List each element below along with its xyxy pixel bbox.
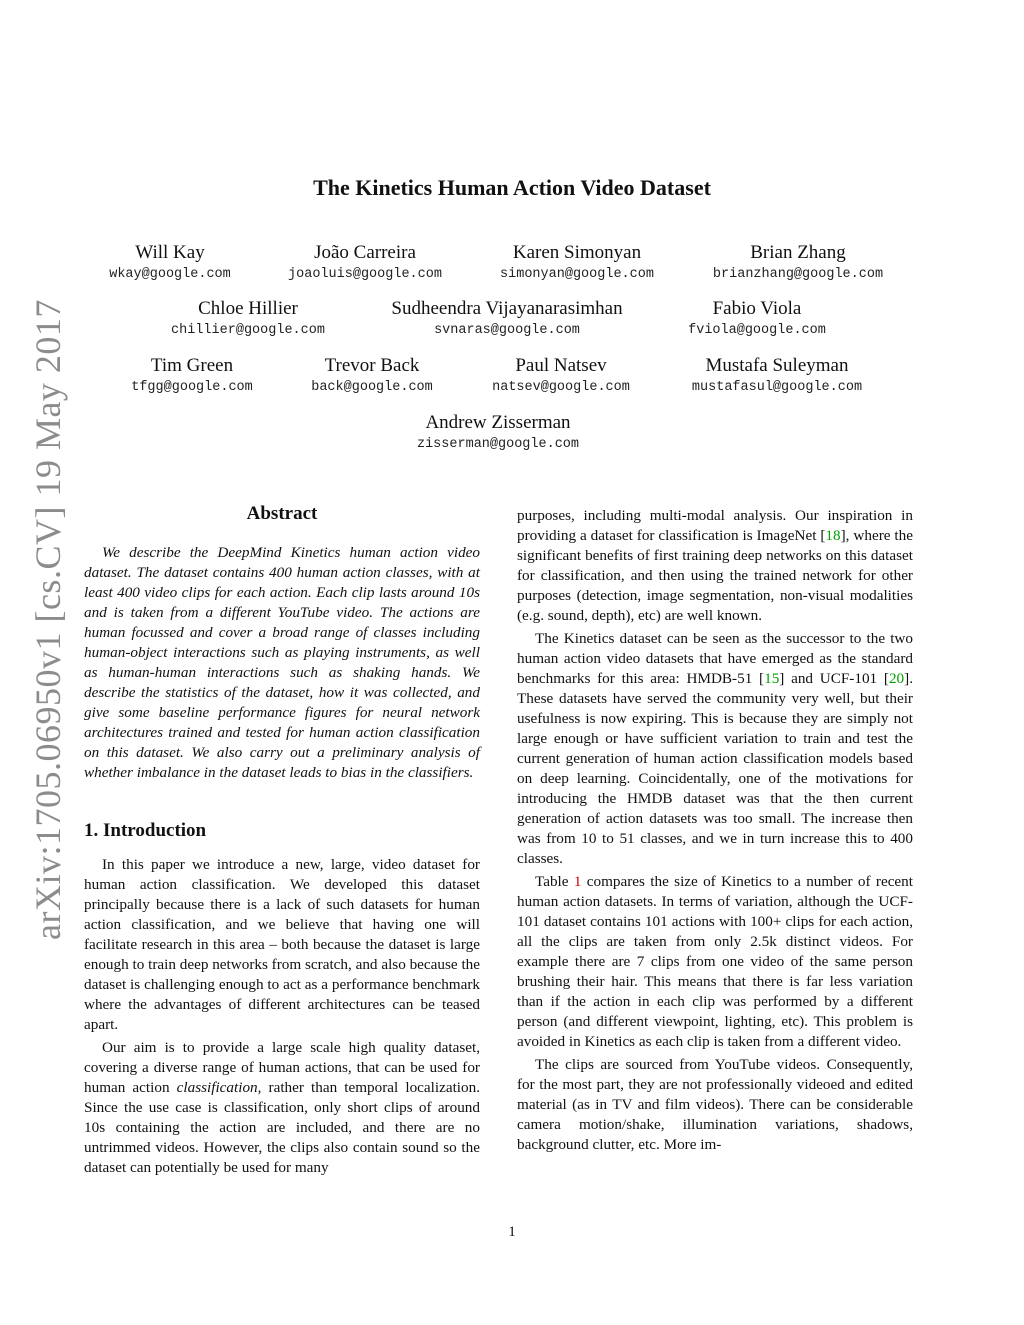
citation-link[interactable]: 18 (825, 527, 841, 544)
paper-title: The Kinetics Human Action Video Dataset (313, 175, 711, 200)
citation-link[interactable]: 20 (888, 670, 905, 687)
author-name: Tim Green (150, 355, 234, 376)
right-paragraph-4: The clips are sourced from YouTube videos. Consequently, for the most part, they are not professionally videoed and edited material (as in TV and film videos). There can be considerable camera motion/shake, illumination variations, shadows, background clutter, etc. More im- (517, 1056, 913, 1153)
author-email[interactable]: tfgg@google.com (131, 380, 253, 395)
author-name: Sudheendra Vijayanarasimhan (391, 298, 623, 319)
author-email[interactable]: svnaras@google.com (434, 323, 580, 338)
author-name: Fabio Viola (712, 298, 802, 319)
right-paragraph-3 (517, 872, 913, 1052)
right-column (517, 506, 913, 1155)
page-number: 1 (508, 1224, 516, 1240)
author-block (367, 297, 647, 341)
text-run: compares the size of Kinetics to a number of recent human action datasets. In terms of variation, although the UCF-101 dataset contains 101 actions with 100+ clips for each action, all the clips are taken from only 2.5k distinct videos. For example there are 7 clips from one video of the same person brushing their hair. This means that there is far less variation than if the action in each clip was performed by a different person (and different viewpoint, lighting, etc). This problem is avoided in Kinetics as each clip is taken from a different video. (517, 873, 913, 1050)
author-name: Trevor Back (324, 355, 420, 376)
abstract-heading: Abstract (246, 503, 318, 524)
author-email[interactable]: wkay@google.com (109, 267, 231, 282)
author-block (678, 241, 918, 285)
author-email[interactable]: joaoluis@google.com (288, 267, 442, 282)
author-name: Karen Simonyan (512, 242, 642, 263)
author-email[interactable]: chillier@google.com (171, 323, 325, 338)
author-name: Brian Zhang (750, 242, 846, 263)
author-block (128, 297, 368, 341)
section-heading-introduction: 1. Introduction (84, 820, 207, 841)
author-email[interactable]: simonyan@google.com (500, 267, 654, 282)
right-paragraph-1 (517, 506, 913, 626)
abstract-text: We describe the DeepMind Kinetics human action video dataset. The dataset contains 400 human action classes, with at least 400 video clips for each action. Each clip lasts around 10s and is taken from a different YouTube video. The actions are human focussed and cover a broad range of classes including human-object interactions such as playing instruments, as well as human-human interactions such as shaking hands. We describe the statistics of the dataset, how it was collected, and give some baseline performance figures for neural network architectures trained and tested for human action classification on this dataset. We also carry out a preliminary analysis of whether imbalance in the dataset leads to bias in the classifiers. (84, 544, 480, 781)
arxiv-stamp: arXiv:1705.06950v1 [cs.CV] 19 May 2017 (28, 299, 68, 940)
author-name: Mustafa Suleyman (705, 355, 849, 376)
author-email[interactable]: mustafasul@google.com (691, 380, 863, 395)
left-column (84, 504, 480, 1178)
author-name: Andrew Zisserman (425, 412, 571, 433)
author-block (637, 297, 877, 341)
author-name: Will Kay (135, 242, 205, 263)
author-block (378, 411, 618, 455)
text-run: , rather than temporal localization. Since the use case is classification, only short clips of around 10s containing the action are included, and there are no untrimmed videos. However, the clips also contain sound so the dataset can potentially be used for many (84, 1079, 480, 1176)
author-email[interactable]: fviola@google.com (688, 323, 826, 338)
intro-paragraph-1: In this paper we introduce a new, large, video dataset for human action classification. We developed this dataset principally because there is a lack of such datasets for human action classification, and we believe that having one will facilitate research in this area – both because the dataset is large enough to train deep networks from scratch, and also because the dataset is challenging enough to act as a performance benchmark where the advantages of different architectures can be teased apart. (84, 856, 481, 1033)
right-paragraph-2 (517, 629, 913, 869)
citation-link[interactable]: 15 (764, 670, 780, 687)
author-name: João Carreira (314, 242, 416, 263)
author-name: Paul Natsev (515, 355, 607, 376)
author-email[interactable]: zisserman@google.com (416, 437, 580, 452)
author-block (657, 354, 897, 398)
text-run: ] and UCF-101 [ (779, 670, 889, 687)
text-run: purposes, including multi-modal analysis. Our inspiration in providing a dataset for classification is ImageNet [ (517, 507, 913, 544)
author-block (441, 354, 681, 398)
author-email[interactable]: back@google.com (311, 380, 433, 395)
text-run: ], where the significant benefits of first training deep networks on this dataset for classification, and then using the trained network for other purposes (detection, image segmentation, non-visual modalities (e.g. sound, depth), etc) are well known. (517, 527, 913, 624)
text-run: Table (535, 873, 574, 890)
emphasis-classification: classification (176, 1079, 258, 1096)
author-block (457, 241, 697, 285)
text-run: Our aim is to provide a large scale high quality dataset, covering a diverse range of human actions, that can be used for human action (84, 1039, 480, 1096)
author-email[interactable]: natsev@google.com (492, 380, 630, 395)
author-block (245, 241, 485, 285)
author-email[interactable]: brianzhang@google.com (712, 267, 884, 282)
text-run: The Kinetics dataset can be seen as the successor to the two human action video datasets that have emerged as the standard benchmarks for this area: HMDB-51 [ (517, 630, 913, 687)
intro-paragraph-2 (84, 1038, 480, 1178)
text-run: ]. These datasets have served the community very well, but their usefulness is now expiring. This is because they are simply not large enough or have sufficient variation to train and test the current generation of human action classification models based on deep learning. Coincidentally, one of the motivations for introducing the HMDB dataset was that the then current generation of action datasets was too small. The increase then was from 10 to 51 classes, and we in turn increase this to 400 classes. (517, 670, 913, 867)
author-name: Chloe Hillier (198, 298, 298, 319)
table-ref-link[interactable]: 1 (573, 873, 582, 890)
